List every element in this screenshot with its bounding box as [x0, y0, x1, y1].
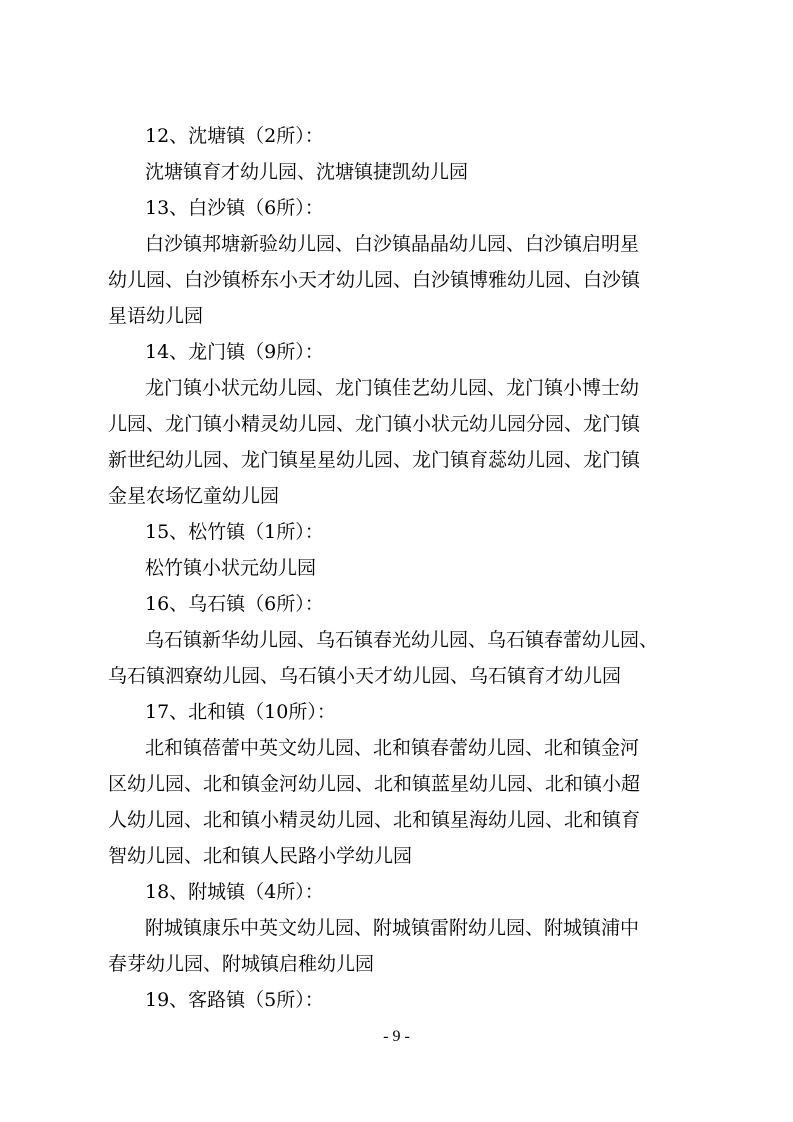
section-line: 星语幼儿园	[108, 305, 204, 327]
document-body	[108, 118, 694, 1018]
section-line: 白沙镇邦塘新验幼儿园、白沙镇晶晶幼儿园、白沙镇启明星	[145, 233, 640, 255]
section-heading: 18、附城镇（4所）：	[145, 881, 324, 903]
section-line: 沈塘镇育才幼儿园、沈塘镇捷凯幼儿园	[145, 161, 469, 183]
section-line: 金星农场忆童幼儿园	[108, 485, 280, 507]
section-line: 智幼儿园、北和镇人民路小学幼儿园	[108, 845, 413, 867]
section-heading: 14、龙门镇（9所）：	[145, 341, 324, 363]
section-heading: 12、沈塘镇（2所）：	[145, 125, 324, 147]
section-line: 乌石镇泗寮幼儿园、乌石镇小天才幼儿园、乌石镇育才幼儿园	[108, 665, 622, 687]
section-baisha	[108, 190, 694, 334]
section-songzhu	[108, 514, 694, 586]
section-wushi	[108, 586, 694, 694]
section-line: 新世纪幼儿园、龙门镇星星幼儿园、龙门镇育蕊幼儿园、龙门镇	[108, 449, 641, 471]
section-heading: 13、白沙镇（6所）：	[145, 197, 324, 219]
section-line: 春芽幼儿园、附城镇启稚幼儿园	[108, 953, 375, 975]
section-longmen	[108, 334, 694, 514]
section-line: 北和镇蓓蕾中英文幼儿园、北和镇春蕾幼儿园、北和镇金河	[145, 737, 640, 759]
page-number: - 9 -	[383, 1028, 410, 1045]
section-line: 松竹镇小状元幼儿园	[145, 557, 317, 579]
section-shentang	[108, 118, 694, 190]
section-kelu	[108, 982, 694, 1018]
section-line: 区幼儿园、北和镇金河幼儿园、北和镇蓝星幼儿园、北和镇小超	[108, 773, 641, 795]
section-heading: 17、北和镇（10所）：	[145, 701, 336, 723]
section-line: 儿园、龙门镇小精灵幼儿园、龙门镇小状元幼儿园分园、龙门镇	[108, 413, 641, 435]
section-heading: 15、松竹镇（1所）：	[145, 521, 324, 543]
section-line: 乌石镇新华幼儿园、乌石镇春光幼儿园、乌石镇春蕾幼儿园、	[145, 629, 659, 651]
section-line: 龙门镇小状元幼儿园、龙门镇佳艺幼儿园、龙门镇小博士幼	[145, 377, 640, 399]
section-beihe	[108, 694, 694, 874]
section-line: 人幼儿园、北和镇小精灵幼儿园、北和镇星海幼儿园、北和镇育	[108, 809, 641, 831]
section-heading: 16、乌石镇（6所）：	[145, 593, 324, 615]
section-line: 幼儿园、白沙镇桥东小天才幼儿园、白沙镇博雅幼儿园、白沙镇	[108, 269, 641, 291]
section-heading: 19、客路镇（5所）：	[145, 989, 324, 1011]
section-line: 附城镇康乐中英文幼儿园、附城镇雷附幼儿园、附城镇浦中	[145, 917, 640, 939]
section-fucheng	[108, 874, 694, 982]
